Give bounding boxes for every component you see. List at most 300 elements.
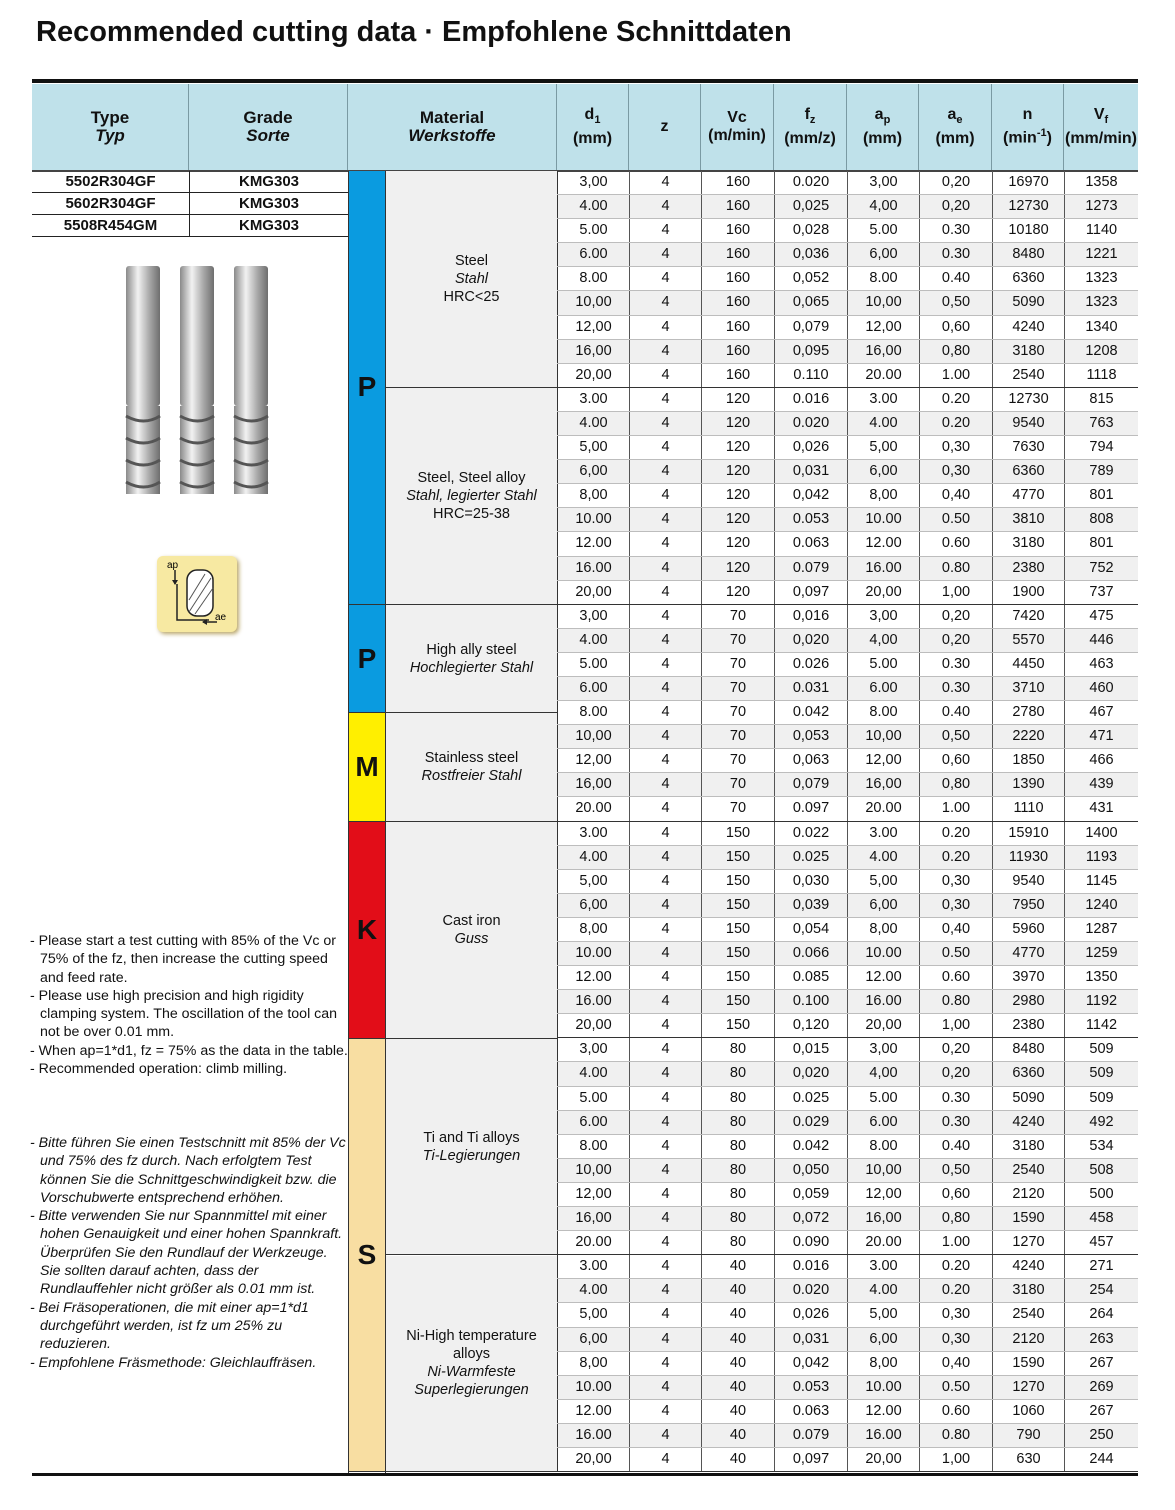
cell-ae: 0,30 [919, 870, 992, 893]
cell-vc: 150 [701, 846, 774, 869]
table-row [557, 1303, 1138, 1327]
cell-z: 4 [629, 388, 701, 411]
cell-n: 1590 [992, 1352, 1064, 1375]
cell-fz: 0.025 [774, 1087, 847, 1110]
cell-vf: 446 [1064, 629, 1138, 652]
note-item: - Recommended operation: climb milling. [30, 1061, 288, 1078]
cell-z: 4 [629, 1376, 701, 1399]
header-n-unit: $(\min^{-1})$ [1003, 127, 1052, 147]
cell-fz: 0.063 [774, 1400, 847, 1423]
header-vf [1064, 84, 1138, 170]
cell-vc: 70 [701, 677, 774, 700]
cell-vf: 1323 [1064, 267, 1138, 290]
table-row [557, 412, 1138, 436]
header-material-de: Werkstoffe [408, 126, 496, 145]
cell-ap: 8.00 [847, 701, 919, 724]
cell-n: 7420 [992, 605, 1064, 628]
cell-d1: 3,00 [557, 1038, 629, 1061]
cell-ae: 0.20 [919, 412, 992, 435]
header-material [348, 84, 557, 170]
table-row [557, 1062, 1138, 1086]
cell-n: 8480 [992, 243, 1064, 266]
cell-z: 4 [629, 340, 701, 363]
header-z [629, 84, 701, 170]
type-code: 5602R304GF [32, 193, 190, 214]
cell-n: 2120 [992, 1183, 1064, 1206]
cell-d1: 16.00 [557, 990, 629, 1013]
cell-ae: 0.20 [919, 1255, 992, 1278]
cell-ap: 4.00 [847, 412, 919, 435]
cell-ae: 0.20 [919, 388, 992, 411]
table-row [557, 1328, 1138, 1352]
header-n [992, 84, 1064, 170]
cell-z: 4 [629, 1303, 701, 1326]
cell-ap: 5,00 [847, 436, 919, 459]
cell-vf: 789 [1064, 460, 1138, 483]
cell-fz: 0.079 [774, 557, 847, 580]
material-cell [386, 1256, 557, 1473]
cell-d1: 3,00 [557, 605, 629, 628]
cell-vf: 509 [1064, 1038, 1138, 1061]
cell-n: 2540 [992, 1159, 1064, 1182]
cell-ae: 1.00 [919, 364, 992, 387]
cell-vf: 509 [1064, 1062, 1138, 1085]
cell-vc: 70 [701, 773, 774, 796]
cell-vf: 1340 [1064, 316, 1138, 339]
cell-n: 5090 [992, 291, 1064, 314]
cell-z: 4 [629, 822, 701, 845]
cell-vc: 150 [701, 894, 774, 917]
cell-d1: 4.00 [557, 195, 629, 218]
cell-fz: 0,063 [774, 749, 847, 772]
header-d1-symbol: $d_1$ [584, 106, 601, 127]
cell-d1: 20,00 [557, 1448, 629, 1471]
cell-z: 4 [629, 1328, 701, 1351]
cell-ae: 0,60 [919, 749, 992, 772]
cell-vf: 457 [1064, 1231, 1138, 1254]
cell-d1: 20.00 [557, 1231, 629, 1254]
cell-z: 4 [629, 725, 701, 748]
cell-ap: 10,00 [847, 725, 919, 748]
cell-n: 12730 [992, 195, 1064, 218]
material-name-de: Ni-Warmfeste Superlegierungen [414, 1364, 529, 1399]
cell-vc: 80 [701, 1038, 774, 1061]
cell-ae: 0.30 [919, 1111, 992, 1134]
material-name-de: Stahl [454, 270, 489, 287]
table-row [557, 1038, 1138, 1062]
iso-group-s: S [349, 1039, 385, 1473]
table-row [557, 1448, 1138, 1472]
note-item: - Please use high precision and high rigidity clamping system. The oscillation of the tool can not be over 0.01 mm. [30, 987, 338, 1041]
cell-vc: 150 [701, 822, 774, 845]
cell-fz: 0,059 [774, 1183, 847, 1206]
cell-z: 4 [629, 846, 701, 869]
iso-group-k: K [349, 822, 385, 1039]
iso-group-p: P [349, 605, 385, 713]
cell-fz: 0,016 [774, 605, 847, 628]
cell-fz: 0.079 [774, 1424, 847, 1447]
end-mill-3 [234, 266, 268, 494]
cell-vc: 70 [701, 629, 774, 652]
table-row [557, 484, 1138, 508]
cell-n: 4240 [992, 316, 1064, 339]
end-mill-2 [180, 266, 214, 494]
cell-z: 4 [629, 484, 701, 507]
cell-ae: 0,60 [919, 1183, 992, 1206]
cell-n: 2220 [992, 725, 1064, 748]
cell-vc: 160 [701, 171, 774, 194]
cell-fz: 0.085 [774, 966, 847, 989]
cell-ap: 12.00 [847, 1400, 919, 1423]
cell-ae: 0,60 [919, 316, 992, 339]
cell-ap: 20.00 [847, 797, 919, 820]
note-item: - Empfohlene Fräsmethode: Gleichlauffräsen. [30, 1354, 317, 1371]
bottom-rule [32, 1473, 1138, 1476]
cell-ae: 0,20 [919, 605, 992, 628]
cell-z: 4 [629, 797, 701, 820]
cell-ae: 0.30 [919, 219, 992, 242]
cell-vf: 737 [1064, 581, 1138, 604]
table-row [557, 990, 1138, 1014]
header-vc-unit: (m/min) [708, 127, 766, 144]
cell-n: 2540 [992, 364, 1064, 387]
cell-vf: 244 [1064, 1448, 1138, 1471]
table-row [557, 1087, 1138, 1111]
cell-vf: 475 [1064, 605, 1138, 628]
material-cell [386, 388, 557, 605]
cell-d1: 16.00 [557, 557, 629, 580]
header-grade [189, 84, 348, 170]
cell-n: 4450 [992, 653, 1064, 676]
table-row [557, 725, 1138, 749]
cell-d1: 3,00 [557, 171, 629, 194]
cell-vf: 263 [1064, 1328, 1138, 1351]
material-name-en: Ti and Ti alloys [423, 1129, 520, 1146]
cell-vf: 1145 [1064, 870, 1138, 893]
cell-vc: 120 [701, 412, 774, 435]
cell-z: 4 [629, 1448, 701, 1471]
cell-vf: 439 [1064, 773, 1138, 796]
header-grade-de: Sorte [246, 126, 290, 145]
cell-vc: 150 [701, 966, 774, 989]
cell-vf: 463 [1064, 653, 1138, 676]
table-row [557, 1159, 1138, 1183]
cell-ae: 0,20 [919, 1062, 992, 1085]
cell-vf: 1208 [1064, 340, 1138, 363]
table-row [557, 1352, 1138, 1376]
iso-group-column [349, 171, 385, 1473]
cell-vf: 763 [1064, 412, 1138, 435]
cell-z: 4 [629, 870, 701, 893]
cell-n: 5090 [992, 1087, 1064, 1110]
header-fz-unit: (mm/z) [784, 129, 836, 147]
cell-z: 4 [629, 1255, 701, 1278]
cell-fz: 0,031 [774, 1328, 847, 1351]
cell-ap: 20,00 [847, 1448, 919, 1471]
cell-z: 4 [629, 581, 701, 604]
cell-n: 4770 [992, 942, 1064, 965]
cell-n: 2380 [992, 557, 1064, 580]
cell-z: 4 [629, 653, 701, 676]
cell-ap: 16.00 [847, 990, 919, 1013]
table-row [557, 846, 1138, 870]
material-name-en: Steel [454, 252, 489, 269]
cell-ap: 6.00 [847, 1111, 919, 1134]
material-name-de: Rostfreier Stahl [421, 767, 522, 784]
cell-vc: 120 [701, 581, 774, 604]
material-name-de: Hochlegierter Stahl [409, 659, 534, 676]
cell-vf: 1140 [1064, 219, 1138, 242]
cell-ae: 0.20 [919, 846, 992, 869]
cell-z: 4 [629, 412, 701, 435]
cell-vc: 160 [701, 243, 774, 266]
table-row [557, 773, 1138, 797]
cell-vc: 160 [701, 291, 774, 314]
cell-vc: 150 [701, 1014, 774, 1037]
header-z-symbol: z [660, 118, 669, 135]
cell-z: 4 [629, 1014, 701, 1037]
material-hardness: HRC=25-38 [433, 505, 510, 522]
note-item: - Bei Fräsoperationen, die mit einer ap=1*d1 durchgeführt werden, ist fz um 25% zu reduzieren. [30, 1299, 309, 1353]
cell-ae: 0,40 [919, 484, 992, 507]
cell-ap: 8,00 [847, 484, 919, 507]
cell-vc: 150 [701, 870, 774, 893]
cell-vc: 80 [701, 1231, 774, 1254]
table-row [557, 581, 1138, 605]
cell-fz: 0.097 [774, 797, 847, 820]
cell-vc: 120 [701, 532, 774, 555]
cell-d1: 20,00 [557, 1014, 629, 1037]
cell-z: 4 [629, 1207, 701, 1230]
cell-fz: 0.053 [774, 1376, 847, 1399]
table-row [557, 629, 1138, 653]
cell-vf: 1273 [1064, 195, 1138, 218]
cell-vc: 40 [701, 1328, 774, 1351]
type-grade: KMG303 [238, 195, 300, 212]
cell-ae: 0,30 [919, 1303, 992, 1326]
cell-z: 4 [629, 1231, 701, 1254]
cell-fz: 0,036 [774, 243, 847, 266]
cell-vf: 492 [1064, 1111, 1138, 1134]
header-type-en: Type [90, 108, 130, 127]
cell-n: 1060 [992, 1400, 1064, 1423]
table-row [557, 605, 1138, 629]
cell-fz: 0,026 [774, 436, 847, 459]
header-vc-symbol: Vc [727, 109, 747, 126]
cell-d1: 5,00 [557, 1303, 629, 1326]
cell-z: 4 [629, 171, 701, 194]
cell-ap: 20.00 [847, 1231, 919, 1254]
cell-ae: 0.20 [919, 1279, 992, 1302]
table-row [557, 340, 1138, 364]
cell-fz: 0,120 [774, 1014, 847, 1037]
cell-ap: 8,00 [847, 1352, 919, 1375]
cell-d1: 20.00 [557, 797, 629, 820]
material-hardness: HRC<25 [443, 288, 500, 305]
cell-vf: 1400 [1064, 822, 1138, 845]
cell-d1: 8.00 [557, 1135, 629, 1158]
table-row [557, 1255, 1138, 1279]
cell-n: 1270 [992, 1231, 1064, 1254]
cell-fz: 0.031 [774, 677, 847, 700]
note-item: - When ap=1*d1, fz = 75% as the data in the table. [30, 1042, 348, 1059]
icon-ae-label: ae [215, 612, 227, 623]
cell-ap: 4.00 [847, 846, 919, 869]
cell-d1: 16.00 [557, 1424, 629, 1447]
cell-vf: 471 [1064, 725, 1138, 748]
cell-vc: 70 [701, 725, 774, 748]
cell-fz: 0,097 [774, 581, 847, 604]
cell-vc: 160 [701, 219, 774, 242]
material-name-de: Ti-Legierungen [422, 1147, 521, 1164]
table-row [557, 532, 1138, 556]
cell-z: 4 [629, 436, 701, 459]
cell-ae: 0.80 [919, 557, 992, 580]
cell-ae: 1.00 [919, 1231, 992, 1254]
cell-fz: 0,015 [774, 1038, 847, 1061]
cell-n: 6360 [992, 460, 1064, 483]
table-row [557, 942, 1138, 966]
cell-fz: 0.029 [774, 1111, 847, 1134]
cell-ap: 20.00 [847, 364, 919, 387]
cell-vf: 794 [1064, 436, 1138, 459]
header-ae-symbol: $a_e$ [947, 106, 963, 127]
cell-z: 4 [629, 219, 701, 242]
cell-fz: 0,053 [774, 725, 847, 748]
table-row [557, 1424, 1138, 1448]
cell-vf: 801 [1064, 532, 1138, 555]
cell-vf: 500 [1064, 1183, 1138, 1206]
cell-d1: 12.00 [557, 1400, 629, 1423]
cell-fz: 0.020 [774, 412, 847, 435]
cell-n: 7950 [992, 894, 1064, 917]
cell-z: 4 [629, 1424, 701, 1447]
cell-vc: 120 [701, 460, 774, 483]
cell-d1: 8,00 [557, 1352, 629, 1375]
cell-z: 4 [629, 1352, 701, 1375]
header-type-de: Typ [95, 126, 125, 145]
table-row [557, 918, 1138, 942]
cell-n: 3810 [992, 508, 1064, 531]
page-title: Recommended cutting data · Empfohlene Schnittdaten [36, 16, 792, 48]
cell-d1: 4.00 [557, 1279, 629, 1302]
cell-z: 4 [629, 1400, 701, 1423]
cell-z: 4 [629, 1159, 701, 1182]
cell-vc: 120 [701, 436, 774, 459]
cell-vc: 80 [701, 1159, 774, 1182]
material-cell [386, 713, 557, 821]
table-row [557, 1231, 1138, 1255]
cell-fz: 0,020 [774, 1062, 847, 1085]
cell-n: 1590 [992, 1207, 1064, 1230]
cell-ap: 16.00 [847, 1424, 919, 1447]
cell-ap: 10.00 [847, 508, 919, 531]
cell-fz: 0,028 [774, 219, 847, 242]
cell-ae: 0.40 [919, 1135, 992, 1158]
table-row [557, 1376, 1138, 1400]
ap-ae-diagram-icon [157, 556, 237, 632]
cell-d1: 10,00 [557, 725, 629, 748]
table-row [557, 870, 1138, 894]
cell-vf: 1240 [1064, 894, 1138, 917]
cell-n: 8480 [992, 1038, 1064, 1061]
cell-d1: 3.00 [557, 822, 629, 845]
cell-z: 4 [629, 942, 701, 965]
cell-z: 4 [629, 918, 701, 941]
cell-d1: 5.00 [557, 219, 629, 242]
type-row [32, 215, 348, 237]
cell-n: 3180 [992, 340, 1064, 363]
cell-ap: 12,00 [847, 749, 919, 772]
cell-d1: 6.00 [557, 677, 629, 700]
cell-ap: 10,00 [847, 291, 919, 314]
cell-n: 3970 [992, 966, 1064, 989]
cell-ap: 12,00 [847, 1183, 919, 1206]
cell-d1: 6,00 [557, 1328, 629, 1351]
cell-vc: 80 [701, 1087, 774, 1110]
cell-ae: 0,20 [919, 195, 992, 218]
cell-d1: 16,00 [557, 1207, 629, 1230]
material-cell [386, 171, 557, 388]
cell-z: 4 [629, 966, 701, 989]
cell-ap: 3.00 [847, 822, 919, 845]
cell-fz: 0.016 [774, 1255, 847, 1278]
table-row [557, 195, 1138, 219]
cell-vc: 40 [701, 1400, 774, 1423]
cell-ap: 16,00 [847, 1207, 919, 1230]
cell-n: 4770 [992, 484, 1064, 507]
cell-vc: 150 [701, 990, 774, 1013]
cell-fz: 0,042 [774, 1352, 847, 1375]
cell-ap: 6,00 [847, 243, 919, 266]
type-code: 5502R304GF [32, 171, 190, 192]
cell-z: 4 [629, 557, 701, 580]
table-row [557, 557, 1138, 581]
end-mill-illustration [120, 266, 280, 498]
material-name-en: Steel, Steel alloy [417, 469, 526, 486]
cell-fz: 0.066 [774, 942, 847, 965]
cell-vf: 752 [1064, 557, 1138, 580]
cell-fz: 0.100 [774, 990, 847, 1013]
cell-ae: 0,50 [919, 1159, 992, 1182]
cell-ae: 0,50 [919, 725, 992, 748]
cell-d1: 10,00 [557, 1159, 629, 1182]
cell-d1: 20,00 [557, 581, 629, 604]
cell-vf: 1287 [1064, 918, 1138, 941]
cell-d1: 4.00 [557, 1062, 629, 1085]
cell-vf: 254 [1064, 1279, 1138, 1302]
cell-ap: 16,00 [847, 340, 919, 363]
header-vf-unit: (mm/min) [1065, 129, 1137, 147]
cell-vc: 160 [701, 195, 774, 218]
cell-ae: 0.40 [919, 267, 992, 290]
cell-ae: 0,30 [919, 436, 992, 459]
notes-english [30, 932, 348, 1078]
material-cell [386, 822, 557, 1039]
cell-n: 630 [992, 1448, 1064, 1471]
cell-vf: 534 [1064, 1135, 1138, 1158]
cell-n: 7630 [992, 436, 1064, 459]
cell-d1: 10.00 [557, 942, 629, 965]
cell-ap: 12,00 [847, 316, 919, 339]
cell-ae: 0,80 [919, 1207, 992, 1230]
cell-fz: 0,026 [774, 1303, 847, 1326]
cell-ae: 0.60 [919, 532, 992, 555]
cell-z: 4 [629, 195, 701, 218]
cell-fz: 0,095 [774, 340, 847, 363]
cell-vf: 1118 [1064, 364, 1138, 387]
material-name-de: Stahl, legierter Stahl [406, 487, 537, 504]
